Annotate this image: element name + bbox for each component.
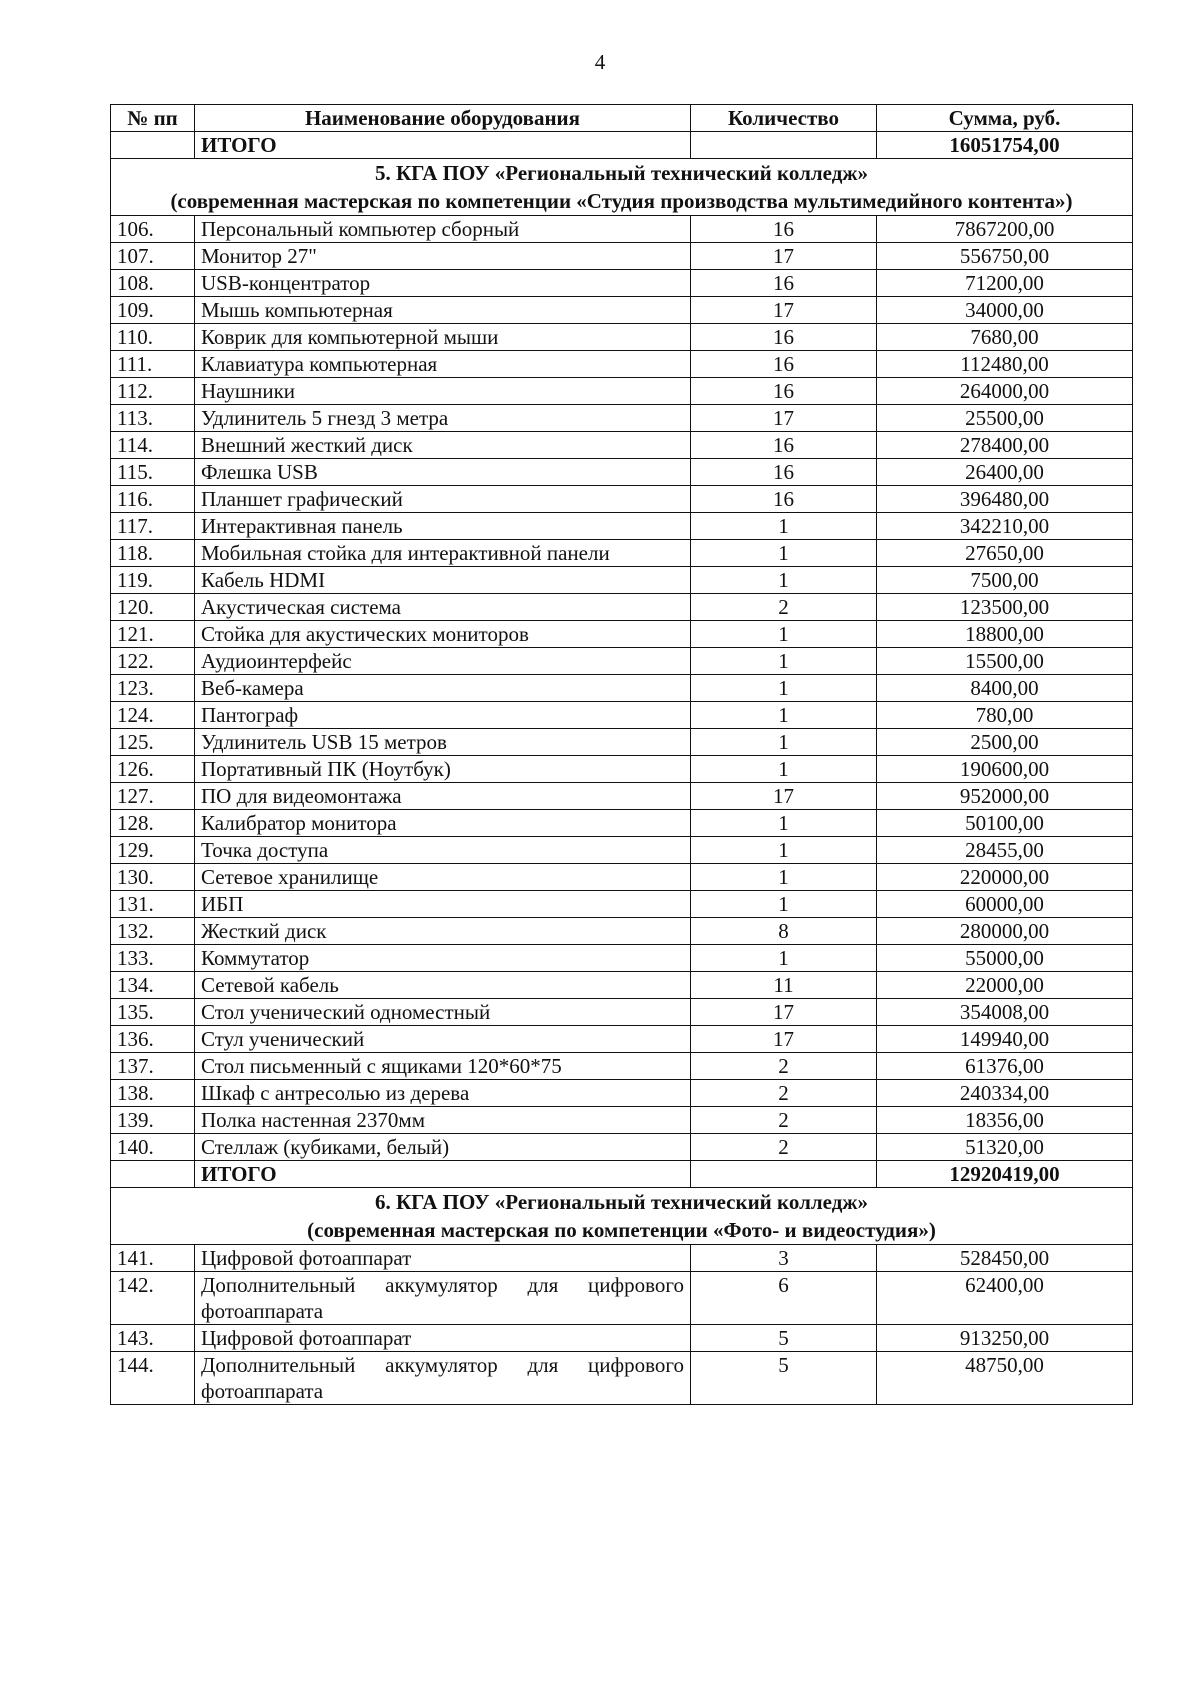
equipment-name: ПО для видеомонтажа: [195, 783, 691, 810]
quantity: 11: [691, 972, 877, 999]
equipment-name: Стул ученический: [195, 1026, 691, 1053]
table-row: [111, 270, 1133, 297]
amount-rub: 60000,00: [877, 891, 1133, 918]
quantity: 2: [691, 1053, 877, 1080]
amount-rub: 278400,00: [877, 432, 1133, 459]
quantity: 1: [691, 567, 877, 594]
header-name: Наименование оборудования: [195, 105, 691, 132]
equipment-name: Сетевое хранилище: [195, 864, 691, 891]
total-num-cell: [111, 1161, 195, 1188]
amount-rub: 112480,00: [877, 351, 1133, 378]
amount-rub: 50100,00: [877, 810, 1133, 837]
quantity: 5: [691, 1325, 877, 1352]
amount-rub: 15500,00: [877, 648, 1133, 675]
table-row: [111, 891, 1133, 918]
table-row: [111, 621, 1133, 648]
quantity: 17: [691, 297, 877, 324]
equipment-name: Дополнительный аккумулятор для цифрового фотоаппарата: [195, 1272, 691, 1325]
row-number: 113.: [111, 405, 195, 432]
section-subtitle: (современная мастерская по компетенции «Студия производства мультимедийного контента»): [170, 189, 1073, 213]
row-number: 138.: [111, 1080, 195, 1107]
total-label: ИТОГО: [195, 1161, 691, 1188]
amount-rub: 149940,00: [877, 1026, 1133, 1053]
quantity: 16: [691, 486, 877, 513]
row-number: 114.: [111, 432, 195, 459]
equipment-name: Интерактивная панель: [195, 513, 691, 540]
quantity: 8: [691, 918, 877, 945]
equipment-name: ИБП: [195, 891, 691, 918]
equipment-name: Акустическая система: [195, 594, 691, 621]
equipment-name: Коммутатор: [195, 945, 691, 972]
row-number: 142.: [111, 1272, 195, 1325]
equipment-name: Стол письменный с ящиками 120*60*75: [195, 1053, 691, 1080]
total-qty-cell: [691, 132, 877, 159]
quantity: 17: [691, 405, 877, 432]
table-row: [111, 459, 1133, 486]
quantity: 17: [691, 243, 877, 270]
quantity: 16: [691, 324, 877, 351]
amount-rub: 556750,00: [877, 243, 1133, 270]
quantity: 1: [691, 513, 877, 540]
amount-rub: 22000,00: [877, 972, 1133, 999]
section-5-rows: [111, 216, 1133, 1161]
amount-rub: 264000,00: [877, 378, 1133, 405]
page-number: 4: [594, 50, 606, 74]
equipment-name: Удлинитель 5 гнезд 3 метра: [195, 405, 691, 432]
row-number: 107.: [111, 243, 195, 270]
quantity: 6: [691, 1272, 877, 1325]
quantity: 1: [691, 810, 877, 837]
row-number: 126.: [111, 756, 195, 783]
amount-rub: 55000,00: [877, 945, 1133, 972]
row-number: 111.: [111, 351, 195, 378]
row-number: 121.: [111, 621, 195, 648]
amount-rub: 396480,00: [877, 486, 1133, 513]
section-heading-5: [111, 159, 1133, 216]
quantity: 17: [691, 1026, 877, 1053]
row-number: 109.: [111, 297, 195, 324]
row-number: 123.: [111, 675, 195, 702]
amount-rub: 123500,00: [877, 594, 1133, 621]
header-row: [111, 105, 1133, 132]
quantity: 1: [691, 648, 877, 675]
row-number: 108.: [111, 270, 195, 297]
table-row: [111, 1026, 1133, 1053]
quantity: 16: [691, 459, 877, 486]
equipment-name: Шкаф с антресолью из дерева: [195, 1080, 691, 1107]
table-row: [111, 540, 1133, 567]
table-row: [111, 837, 1133, 864]
amount-rub: 952000,00: [877, 783, 1133, 810]
equipment-name: Мышь компьютерная: [195, 297, 691, 324]
table-row: [111, 729, 1133, 756]
row-number: 106.: [111, 216, 195, 243]
table-row: [111, 918, 1133, 945]
row-number: 122.: [111, 648, 195, 675]
header-qty: Количество: [691, 105, 877, 132]
quantity: 1: [691, 675, 877, 702]
equipment-name: Стойка для акустических мониторов: [195, 621, 691, 648]
amount-rub: 48750,00: [877, 1352, 1133, 1405]
quantity: 17: [691, 999, 877, 1026]
row-number: 117.: [111, 513, 195, 540]
section-heading-6: [111, 1188, 1133, 1245]
amount-rub: 780,00: [877, 702, 1133, 729]
equipment-name: Цифровой фотоаппарат: [195, 1325, 691, 1352]
equipment-name: Стеллаж (кубиками, белый): [195, 1134, 691, 1161]
equipment-name: Сетевой кабель: [195, 972, 691, 999]
table-row: [111, 594, 1133, 621]
amount-rub: 34000,00: [877, 297, 1133, 324]
amount-rub: 28455,00: [877, 837, 1133, 864]
table-row: [111, 1272, 1133, 1325]
table-row: [111, 999, 1133, 1026]
total-row-section-5: [111, 1161, 1133, 1188]
total-label: ИТОГО: [195, 132, 691, 159]
row-number: 132.: [111, 918, 195, 945]
row-number: 144.: [111, 1352, 195, 1405]
quantity: 2: [691, 1107, 877, 1134]
row-number: 124.: [111, 702, 195, 729]
total-num-cell: [111, 132, 195, 159]
amount-rub: 61376,00: [877, 1053, 1133, 1080]
section-heading-cell: [111, 1188, 1133, 1245]
equipment-name: Кабель HDMI: [195, 567, 691, 594]
equipment-name: Полка настенная 2370мм: [195, 1107, 691, 1134]
table-row: [111, 675, 1133, 702]
quantity: 1: [691, 891, 877, 918]
row-number: 136.: [111, 1026, 195, 1053]
table-row: [111, 1107, 1133, 1134]
equipment-name: USB-концентратор: [195, 270, 691, 297]
table-row: [111, 567, 1133, 594]
equipment-name: Флешка USB: [195, 459, 691, 486]
table-row: [111, 378, 1133, 405]
amount-rub: 342210,00: [877, 513, 1133, 540]
quantity: 16: [691, 432, 877, 459]
equipment-name: Клавиатура компьютерная: [195, 351, 691, 378]
amount-rub: 8400,00: [877, 675, 1133, 702]
equipment-name: Жесткий диск: [195, 918, 691, 945]
equipment-name: Цифровой фотоаппарат: [195, 1245, 691, 1272]
amount-rub: 27650,00: [877, 540, 1133, 567]
quantity: 5: [691, 1352, 877, 1405]
row-number: 127.: [111, 783, 195, 810]
table-row: [111, 432, 1133, 459]
header-sum: Сумма, руб.: [877, 105, 1133, 132]
table-row: [111, 243, 1133, 270]
amount-rub: 25500,00: [877, 405, 1133, 432]
quantity: 1: [691, 702, 877, 729]
quantity: 1: [691, 540, 877, 567]
table-row: [111, 1053, 1133, 1080]
row-number: 110.: [111, 324, 195, 351]
table-row: [111, 405, 1133, 432]
amount-rub: 71200,00: [877, 270, 1133, 297]
quantity: 2: [691, 1134, 877, 1161]
equipment-table: [110, 104, 1133, 1405]
table-row: [111, 810, 1133, 837]
section-subtitle: (современная мастерская по компетенции «Фото- и видеостудия»): [307, 1218, 936, 1242]
section-heading-cell: [111, 159, 1133, 216]
row-number: 119.: [111, 567, 195, 594]
table-row: [111, 1245, 1133, 1272]
table-row: [111, 324, 1133, 351]
quantity: 1: [691, 945, 877, 972]
row-number: 118.: [111, 540, 195, 567]
table-row: [111, 756, 1133, 783]
table-row: [111, 783, 1133, 810]
equipment-name: Планшет графический: [195, 486, 691, 513]
header-num: № пп: [111, 105, 195, 132]
amount-rub: 26400,00: [877, 459, 1133, 486]
row-number: 120.: [111, 594, 195, 621]
table-row: [111, 297, 1133, 324]
table-body: [111, 132, 1133, 216]
row-number: 135.: [111, 999, 195, 1026]
amount-rub: 528450,00: [877, 1245, 1133, 1272]
quantity: 1: [691, 729, 877, 756]
table-row: [111, 702, 1133, 729]
row-number: 129.: [111, 837, 195, 864]
equipment-name: Дополнительный аккумулятор для цифрового фотоаппарата: [195, 1352, 691, 1405]
quantity: 16: [691, 216, 877, 243]
amount-rub: 62400,00: [877, 1272, 1133, 1325]
table-row: [111, 351, 1133, 378]
equipment-name: Точка доступа: [195, 837, 691, 864]
equipment-name: Наушники: [195, 378, 691, 405]
quantity: 16: [691, 378, 877, 405]
row-number: 139.: [111, 1107, 195, 1134]
quantity: 1: [691, 756, 877, 783]
section-6-rows: [111, 1245, 1133, 1405]
amount-rub: 354008,00: [877, 999, 1133, 1026]
amount-rub: 7500,00: [877, 567, 1133, 594]
table-row: [111, 945, 1133, 972]
table-header: [111, 105, 1133, 132]
amount-rub: 51320,00: [877, 1134, 1133, 1161]
table-row: [111, 1134, 1133, 1161]
row-number: 131.: [111, 891, 195, 918]
table-row: [111, 864, 1133, 891]
row-number: 134.: [111, 972, 195, 999]
amount-rub: 240334,00: [877, 1080, 1133, 1107]
equipment-name: Стол ученический одноместный: [195, 999, 691, 1026]
equipment-name: Пантограф: [195, 702, 691, 729]
row-number: 130.: [111, 864, 195, 891]
row-number: 137.: [111, 1053, 195, 1080]
total-sum: 16051754,00: [877, 132, 1133, 159]
quantity: 1: [691, 621, 877, 648]
amount-rub: 190600,00: [877, 756, 1133, 783]
amount-rub: 7680,00: [877, 324, 1133, 351]
equipment-name: Персональный компьютер сборный: [195, 216, 691, 243]
amount-rub: 7867200,00: [877, 216, 1133, 243]
equipment-name: Веб-камера: [195, 675, 691, 702]
equipment-name: Монитор 27": [195, 243, 691, 270]
equipment-name: Коврик для компьютерной мыши: [195, 324, 691, 351]
equipment-name: Мобильная стойка для интерактивной панели: [195, 540, 691, 567]
row-number: 112.: [111, 378, 195, 405]
quantity: 3: [691, 1245, 877, 1272]
amount-rub: 18356,00: [877, 1107, 1133, 1134]
section-title: 5. КГА ПОУ «Региональный технический колледж»: [374, 161, 869, 185]
quantity: 1: [691, 837, 877, 864]
table-row: [111, 513, 1133, 540]
quantity: 16: [691, 351, 877, 378]
row-number: 143.: [111, 1325, 195, 1352]
amount-rub: 18800,00: [877, 621, 1133, 648]
table-row: [111, 486, 1133, 513]
row-number: 133.: [111, 945, 195, 972]
equipment-name: Внешний жесткий диск: [195, 432, 691, 459]
quantity: 1: [691, 864, 877, 891]
row-number: 115.: [111, 459, 195, 486]
equipment-name: Аудиоинтерфейс: [195, 648, 691, 675]
row-number: 116.: [111, 486, 195, 513]
row-number: 128.: [111, 810, 195, 837]
total-qty-cell: [691, 1161, 877, 1188]
table-row: [111, 648, 1133, 675]
amount-rub: 913250,00: [877, 1325, 1133, 1352]
equipment-name: Калибратор монитора: [195, 810, 691, 837]
quantity: 16: [691, 270, 877, 297]
quantity: 2: [691, 594, 877, 621]
amount-rub: 280000,00: [877, 918, 1133, 945]
row-number: 125.: [111, 729, 195, 756]
section-5-footer: [111, 1161, 1133, 1245]
amount-rub: 2500,00: [877, 729, 1133, 756]
row-number: 140.: [111, 1134, 195, 1161]
total-row-previous: [111, 132, 1133, 159]
table-row: [111, 972, 1133, 999]
table-row: [111, 1080, 1133, 1107]
equipment-name: Портативный ПК (Ноутбук): [195, 756, 691, 783]
total-sum: 12920419,00: [877, 1161, 1133, 1188]
quantity: 17: [691, 783, 877, 810]
quantity: 2: [691, 1080, 877, 1107]
amount-rub: 220000,00: [877, 864, 1133, 891]
section-title: 6. КГА ПОУ «Региональный технический колледж»: [374, 1190, 869, 1214]
row-number: 141.: [111, 1245, 195, 1272]
table-row: [111, 1352, 1133, 1405]
table-row: [111, 1325, 1133, 1352]
table-row: [111, 216, 1133, 243]
equipment-name: Удлинитель USB 15 метров: [195, 729, 691, 756]
